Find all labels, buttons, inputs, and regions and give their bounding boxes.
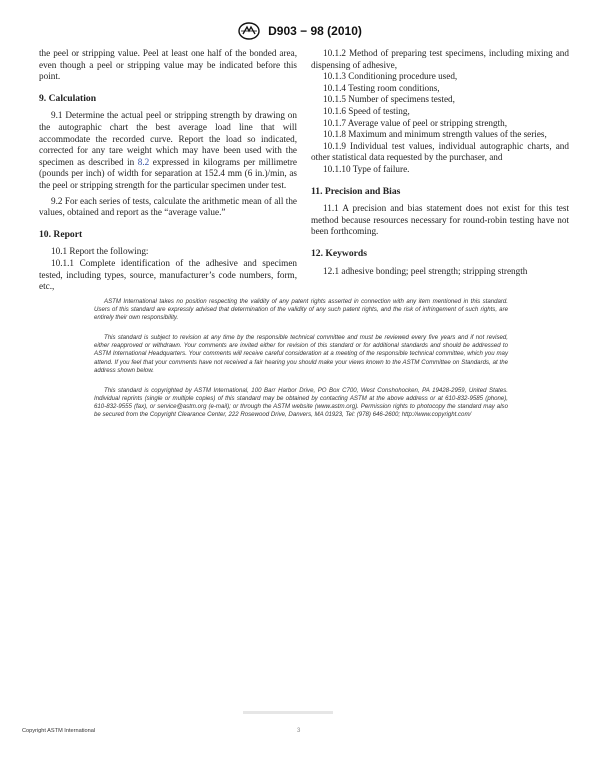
paragraph-10-1-6: 10.1.6 Speed of testing, — [323, 105, 410, 116]
paragraph-9-1-text: 9.1 Determine the actual peel or stripping strength by drawing on the autographic chart the best average load line that will accommodate the recorded curve. Report the load so indicated, corrected for any tare weight which may have been used with the specimen as described in — [39, 110, 297, 167]
section-heading-report: 10. Report — [39, 228, 83, 240]
paragraph-11-1: 11.1 A precision and bias statement does not exist for this test method because resources necessary for round-robin testing have not been forthcoming. — [311, 203, 569, 237]
paragraph-9-1-text-cont: expressed in kilograms per millimetre (pounds per inch) of width for separation at 152.4 mm (6 in.)/min, as the peel or stripping strength for the particular specimen under test. — [39, 156, 297, 190]
paragraph-9-2: 9.2 For each series of tests, calculate the arithmetic mean of all the values, obtained and report as the “average value.” — [39, 195, 297, 218]
patent-notice: ASTM International takes no position respecting the validity of any patent rights asserted in connection with any item mentioned in this standard. Users of this standard are expressly advised that determination of the validity of any such patent rights, and the risk of infringement of such rights, are entirely their own responsibility. — [94, 298, 508, 322]
astm-logo-icon — [238, 22, 260, 40]
paragraph-10-1-2: 10.1.2 Method of preparing test specimens, including mixing and dispensing of adhesive, — [311, 48, 569, 70]
section-reference-link[interactable]: 8.2 — [137, 156, 150, 167]
paragraph-10-1-3: 10.1.3 Conditioning procedure used, — [323, 71, 458, 82]
section-heading-calculation: 9. Calculation — [39, 92, 97, 104]
paragraph-10-1-5: 10.1.5 Number of specimens tested, — [323, 94, 455, 105]
legal-notices — [94, 298, 508, 431]
left-column — [39, 48, 297, 293]
section-heading-precision-bias: 11. Precision and Bias — [311, 185, 401, 197]
page-number: 3 — [297, 728, 301, 734]
paragraph-12-1: 12.1 adhesive bonding; peel strength; stripping strength — [323, 265, 528, 276]
paragraph-9-1 — [39, 110, 297, 191]
right-column — [311, 48, 569, 277]
paragraph-10-1-10: 10.1.10 Type of failure. — [323, 163, 410, 174]
page-header — [0, 22, 600, 40]
paragraph-10-1-9: 10.1.9 Individual test values, individual autographic charts, and other statistical data requested by the purchaser, and — [311, 140, 569, 163]
footer-copyright: Copyright ASTM International — [22, 728, 96, 734]
paragraph-10-1: 10.1 Report the following: — [51, 246, 149, 257]
continued-paragraph: the peel or stripping value. Peel at least one half of the bonded area, even though a peel or stripping value may be indicated before this point. — [39, 48, 297, 82]
faint-watermark-line — [243, 711, 333, 714]
document-designation: D903 − 98 (2010) — [268, 24, 362, 39]
paragraph-10-1-4: 10.1.4 Testing room conditions, — [323, 82, 440, 93]
paragraph-10-1-1: 10.1.1 Complete identification of the adhesive and specimen tested, including types, source, manufacturer’s code numbers, form, etc., — [39, 257, 297, 292]
paragraph-10-1-8: 10.1.8 Maximum and minimum strength values of the series, — [323, 129, 547, 140]
section-heading-keywords: 12. Keywords — [311, 247, 367, 259]
copyright-notice: This standard is copyrighted by ASTM International, 100 Barr Harbor Drive, PO Box C700, West Conshohocken, PA 19428-2959, United States. Individual reprints (single or multiple copies) of this standard may be obtained by contacting ASTM at the above address or at 610-832-9585 (phone), 610-832-9555 (fax), or service@astm.org (e-mail); or through the ASTM website (www.astm.org). Permission rights to photocopy the standard may also be secured from the Copyright Clearance Center, 222 Rosewood Drive, Danvers, MA 01923, Tel: (978) 646-2600; http://www.copyright.com/ — [94, 386, 508, 419]
paragraph-10-1-7: 10.1.7 Average value of peel or stripping strength, — [323, 117, 508, 128]
revision-notice: This standard is subject to revision at any time by the responsible technical committee and must be reviewed every five years and if not revised, either reapproved or withdrawn. Your comments are invited either for revision of this standard or for additional standards and should be addressed to ASTM International Headquarters. Your comments will receive careful consideration at a meeting of the responsible technical committee, which you may attend. If you feel that your comments have not received a fair hearing you should make your views known to the ASTM Committee on Standards, at the address shown below. — [94, 334, 508, 374]
